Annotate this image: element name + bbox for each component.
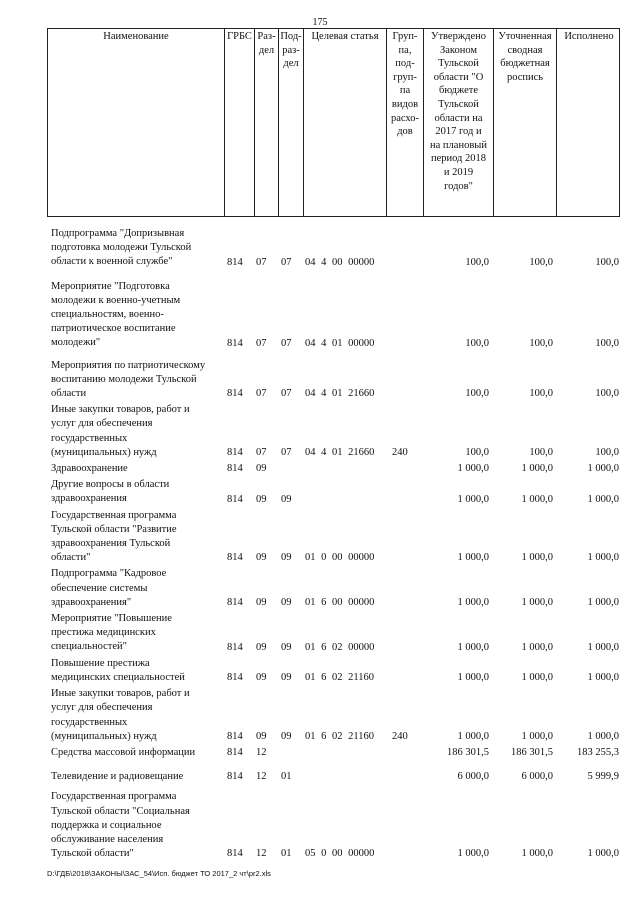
- razdel-cell: 09: [256, 493, 267, 505]
- row-name: Государственная программа Тульской области "Развитие здравоохранения Тульской области": [51, 509, 177, 564]
- razdel-cell: 12: [256, 771, 267, 783]
- row-name: Мероприятия по патриотическому воспитанию молодежи Тульской области: [51, 359, 206, 400]
- utverzhdeno-cell: 6 000,0: [457, 771, 489, 783]
- row-name: Здравоохранение: [51, 463, 128, 475]
- razdel-cell: 07: [256, 388, 267, 400]
- header-razdel: Раз- дел: [255, 28, 279, 216]
- tsel-cell: 04 4 01 21660: [305, 388, 375, 400]
- tsel-cell: 04 4 00 00000: [305, 256, 375, 268]
- podrazdel-cell: 09: [281, 672, 292, 684]
- utochnennaya-cell: 1 000,0: [521, 463, 553, 475]
- header-name: Наименование: [48, 28, 225, 216]
- podrazdel-cell: 09: [281, 493, 292, 505]
- table-body: [47, 227, 620, 861]
- tsel-cell: 04 4 01 00000: [305, 337, 375, 349]
- utochnennaya-cell: 1 000,0: [521, 641, 553, 653]
- ispolneno-cell: 100,0: [595, 256, 619, 268]
- razdel-cell: 09: [256, 641, 267, 653]
- table-row: [47, 280, 620, 351]
- utochnennaya-cell: 186 301,5: [511, 747, 553, 759]
- utochnennaya-cell: 100,0: [529, 256, 553, 268]
- utverzhdeno-cell: 100,0: [465, 388, 489, 400]
- ispolneno-cell: 1 000,0: [587, 672, 619, 684]
- row-name: Иные закупки товаров, работ и услуг для обеспечения государственных (муниципальных) нужд: [51, 688, 190, 742]
- grbs-cell: 814: [227, 771, 243, 783]
- table-row: [47, 687, 620, 744]
- ispolneno-cell: 1 000,0: [587, 641, 619, 653]
- podrazdel-cell: 07: [281, 337, 292, 349]
- utochnennaya-cell: 6 000,0: [521, 771, 553, 783]
- table-row: [47, 567, 620, 610]
- ispolneno-cell: 100,0: [595, 388, 619, 400]
- ispolneno-cell: 100,0: [595, 447, 619, 459]
- podrazdel-cell: 01: [281, 848, 292, 860]
- grbs-cell: 814: [227, 597, 243, 609]
- grbs-cell: 814: [227, 256, 243, 268]
- podrazdel-cell: 07: [281, 256, 292, 268]
- row-name: Мероприятие "Повышение престижа медицинских специальностей": [51, 613, 172, 653]
- razdel-cell: 09: [256, 552, 267, 564]
- header-tsel: Целевая статья: [304, 28, 387, 216]
- grbs-cell: 814: [227, 730, 243, 742]
- table-row: [47, 770, 620, 784]
- table-row: [47, 790, 620, 861]
- grbs-cell: 814: [227, 552, 243, 564]
- table-row: [47, 612, 620, 655]
- utverzhdeno-cell: 1 000,0: [457, 672, 489, 684]
- page-number: 175: [312, 17, 328, 28]
- ispolneno-cell: 1 000,0: [587, 463, 619, 475]
- ispolneno-cell: 183 255,3: [577, 747, 619, 759]
- utverzhdeno-cell: 100,0: [465, 337, 489, 349]
- podrazdel-cell: 09: [281, 597, 292, 609]
- grbs-cell: 814: [227, 388, 243, 400]
- gruppa-cell: 240: [392, 730, 408, 742]
- utverzhdeno-cell: 186 301,5: [447, 747, 489, 759]
- utverzhdeno-cell: 1 000,0: [457, 641, 489, 653]
- table-header: [47, 28, 620, 217]
- razdel-cell: 07: [256, 337, 267, 349]
- grbs-cell: 814: [227, 337, 243, 349]
- razdel-cell: 09: [256, 597, 267, 609]
- utochnennaya-cell: 1 000,0: [521, 597, 553, 609]
- podrazdel-cell: 09: [281, 552, 292, 564]
- razdel-cell: 09: [256, 463, 267, 475]
- grbs-cell: 814: [227, 447, 243, 459]
- header-gruppa: Груп- па, под- груп- па видов расхо- дов: [387, 28, 424, 216]
- grbs-cell: 814: [227, 672, 243, 684]
- header-ispolneno: Исполнено: [564, 31, 614, 42]
- header-utverzhdeno: Утверждено Законом Тульской области "О бюджете Тульской области на 2017 год и на плановый период 2018 и 2019 годов": [424, 28, 494, 216]
- utochnennaya-cell: 100,0: [529, 337, 553, 349]
- razdel-cell: 09: [256, 730, 267, 742]
- row-name: Подпрограмма "Допризывная подготовка молодежи Тульской области к военной службе": [51, 228, 192, 268]
- ispolneno-cell: 1 000,0: [587, 552, 619, 564]
- utochnennaya-cell: 1 000,0: [521, 672, 553, 684]
- row-name: Иные закупки товаров, работ и услуг для обеспечения государственных (муниципальных) нужд: [51, 404, 190, 458]
- utochnennaya-cell: 1 000,0: [521, 493, 553, 505]
- ispolneno-cell: 1 000,0: [587, 848, 619, 860]
- table-row: [47, 227, 620, 270]
- utochnennaya-cell: 100,0: [529, 447, 553, 459]
- tsel-cell: 01 6 02 00000: [305, 641, 375, 653]
- header-grbs: ГРБС: [225, 28, 255, 216]
- ispolneno-cell: 100,0: [595, 337, 619, 349]
- podrazdel-cell: 09: [281, 730, 292, 742]
- ispolneno-cell: 5 999,9: [587, 771, 619, 783]
- grbs-cell: 814: [227, 641, 243, 653]
- tsel-cell: 01 0 00 00000: [305, 552, 375, 564]
- utochnennaya-cell: 1 000,0: [521, 730, 553, 742]
- row-name: Государственная программа Тульской области "Социальная поддержка и социальное обслуживание населения Тульской области": [51, 791, 190, 860]
- header-utochnennaya: Уточненная сводная бюджетная роспись: [494, 28, 557, 216]
- ispolneno-cell: 1 000,0: [587, 493, 619, 505]
- row-name: Подпрограмма "Кадровое обеспечение системы здравоохранения": [51, 568, 167, 608]
- tsel-cell: 05 0 00 00000: [305, 848, 375, 860]
- utverzhdeno-cell: 1 000,0: [457, 463, 489, 475]
- table-row: [47, 359, 620, 402]
- utverzhdeno-cell: 1 000,0: [457, 730, 489, 742]
- razdel-cell: 07: [256, 256, 267, 268]
- ispolneno-cell: 1 000,0: [587, 597, 619, 609]
- tsel-cell: 01 6 02 21160: [305, 730, 374, 742]
- row-name: Мероприятие "Подготовка молодежи к военно-учетным специальностям, военно- патриотическое воспитание молодежи": [51, 280, 181, 349]
- table-row: [47, 746, 620, 760]
- gruppa-cell: 240: [392, 447, 408, 459]
- podrazdel-cell: 01: [281, 771, 292, 783]
- utverzhdeno-cell: 100,0: [465, 447, 489, 459]
- ispolneno-cell: 1 000,0: [587, 730, 619, 742]
- budget-table: [47, 28, 620, 861]
- grbs-cell: 814: [227, 493, 243, 505]
- header-podrazdel: Под- раз- дел: [279, 28, 304, 216]
- razdel-cell: 12: [256, 747, 267, 759]
- utochnennaya-cell: 100,0: [529, 388, 553, 400]
- table-row: [47, 403, 620, 460]
- utverzhdeno-cell: 1 000,0: [457, 597, 489, 609]
- podrazdel-cell: 07: [281, 388, 292, 400]
- grbs-cell: 814: [227, 463, 243, 475]
- table-row: [47, 657, 620, 685]
- razdel-cell: 09: [256, 672, 267, 684]
- utverzhdeno-cell: 100,0: [465, 256, 489, 268]
- utochnennaya-cell: 1 000,0: [521, 848, 553, 860]
- table-row: [47, 478, 620, 506]
- file-path-footer: D:\ГДБ\2018\ЗАКОНЫ\ЗАС_54\Исп. бюджет ТО 2017_2 чт\pr2.xls: [47, 869, 271, 878]
- row-name: Телевидение и радиовещание: [51, 771, 184, 783]
- razdel-cell: 12: [256, 848, 267, 860]
- tsel-cell: 04 4 01 21660: [305, 447, 375, 459]
- podrazdel-cell: 07: [281, 447, 292, 459]
- grbs-cell: 814: [227, 747, 243, 759]
- table-row: [47, 462, 620, 476]
- table-row: [47, 509, 620, 566]
- razdel-cell: 07: [256, 447, 267, 459]
- tsel-cell: 01 6 00 00000: [305, 597, 375, 609]
- row-name: Средства массовой информации: [51, 746, 196, 758]
- utochnennaya-cell: 1 000,0: [521, 552, 553, 564]
- utverzhdeno-cell: 1 000,0: [457, 552, 489, 564]
- utverzhdeno-cell: 1 000,0: [457, 848, 489, 860]
- row-name: Другие вопросы в области здравоохранения: [51, 479, 170, 505]
- tsel-cell: 01 6 02 21160: [305, 672, 374, 684]
- grbs-cell: 814: [227, 848, 243, 860]
- row-name: Повышение престижа медицинских специальностей: [51, 657, 185, 683]
- podrazdel-cell: 09: [281, 641, 292, 653]
- utverzhdeno-cell: 1 000,0: [457, 493, 489, 505]
